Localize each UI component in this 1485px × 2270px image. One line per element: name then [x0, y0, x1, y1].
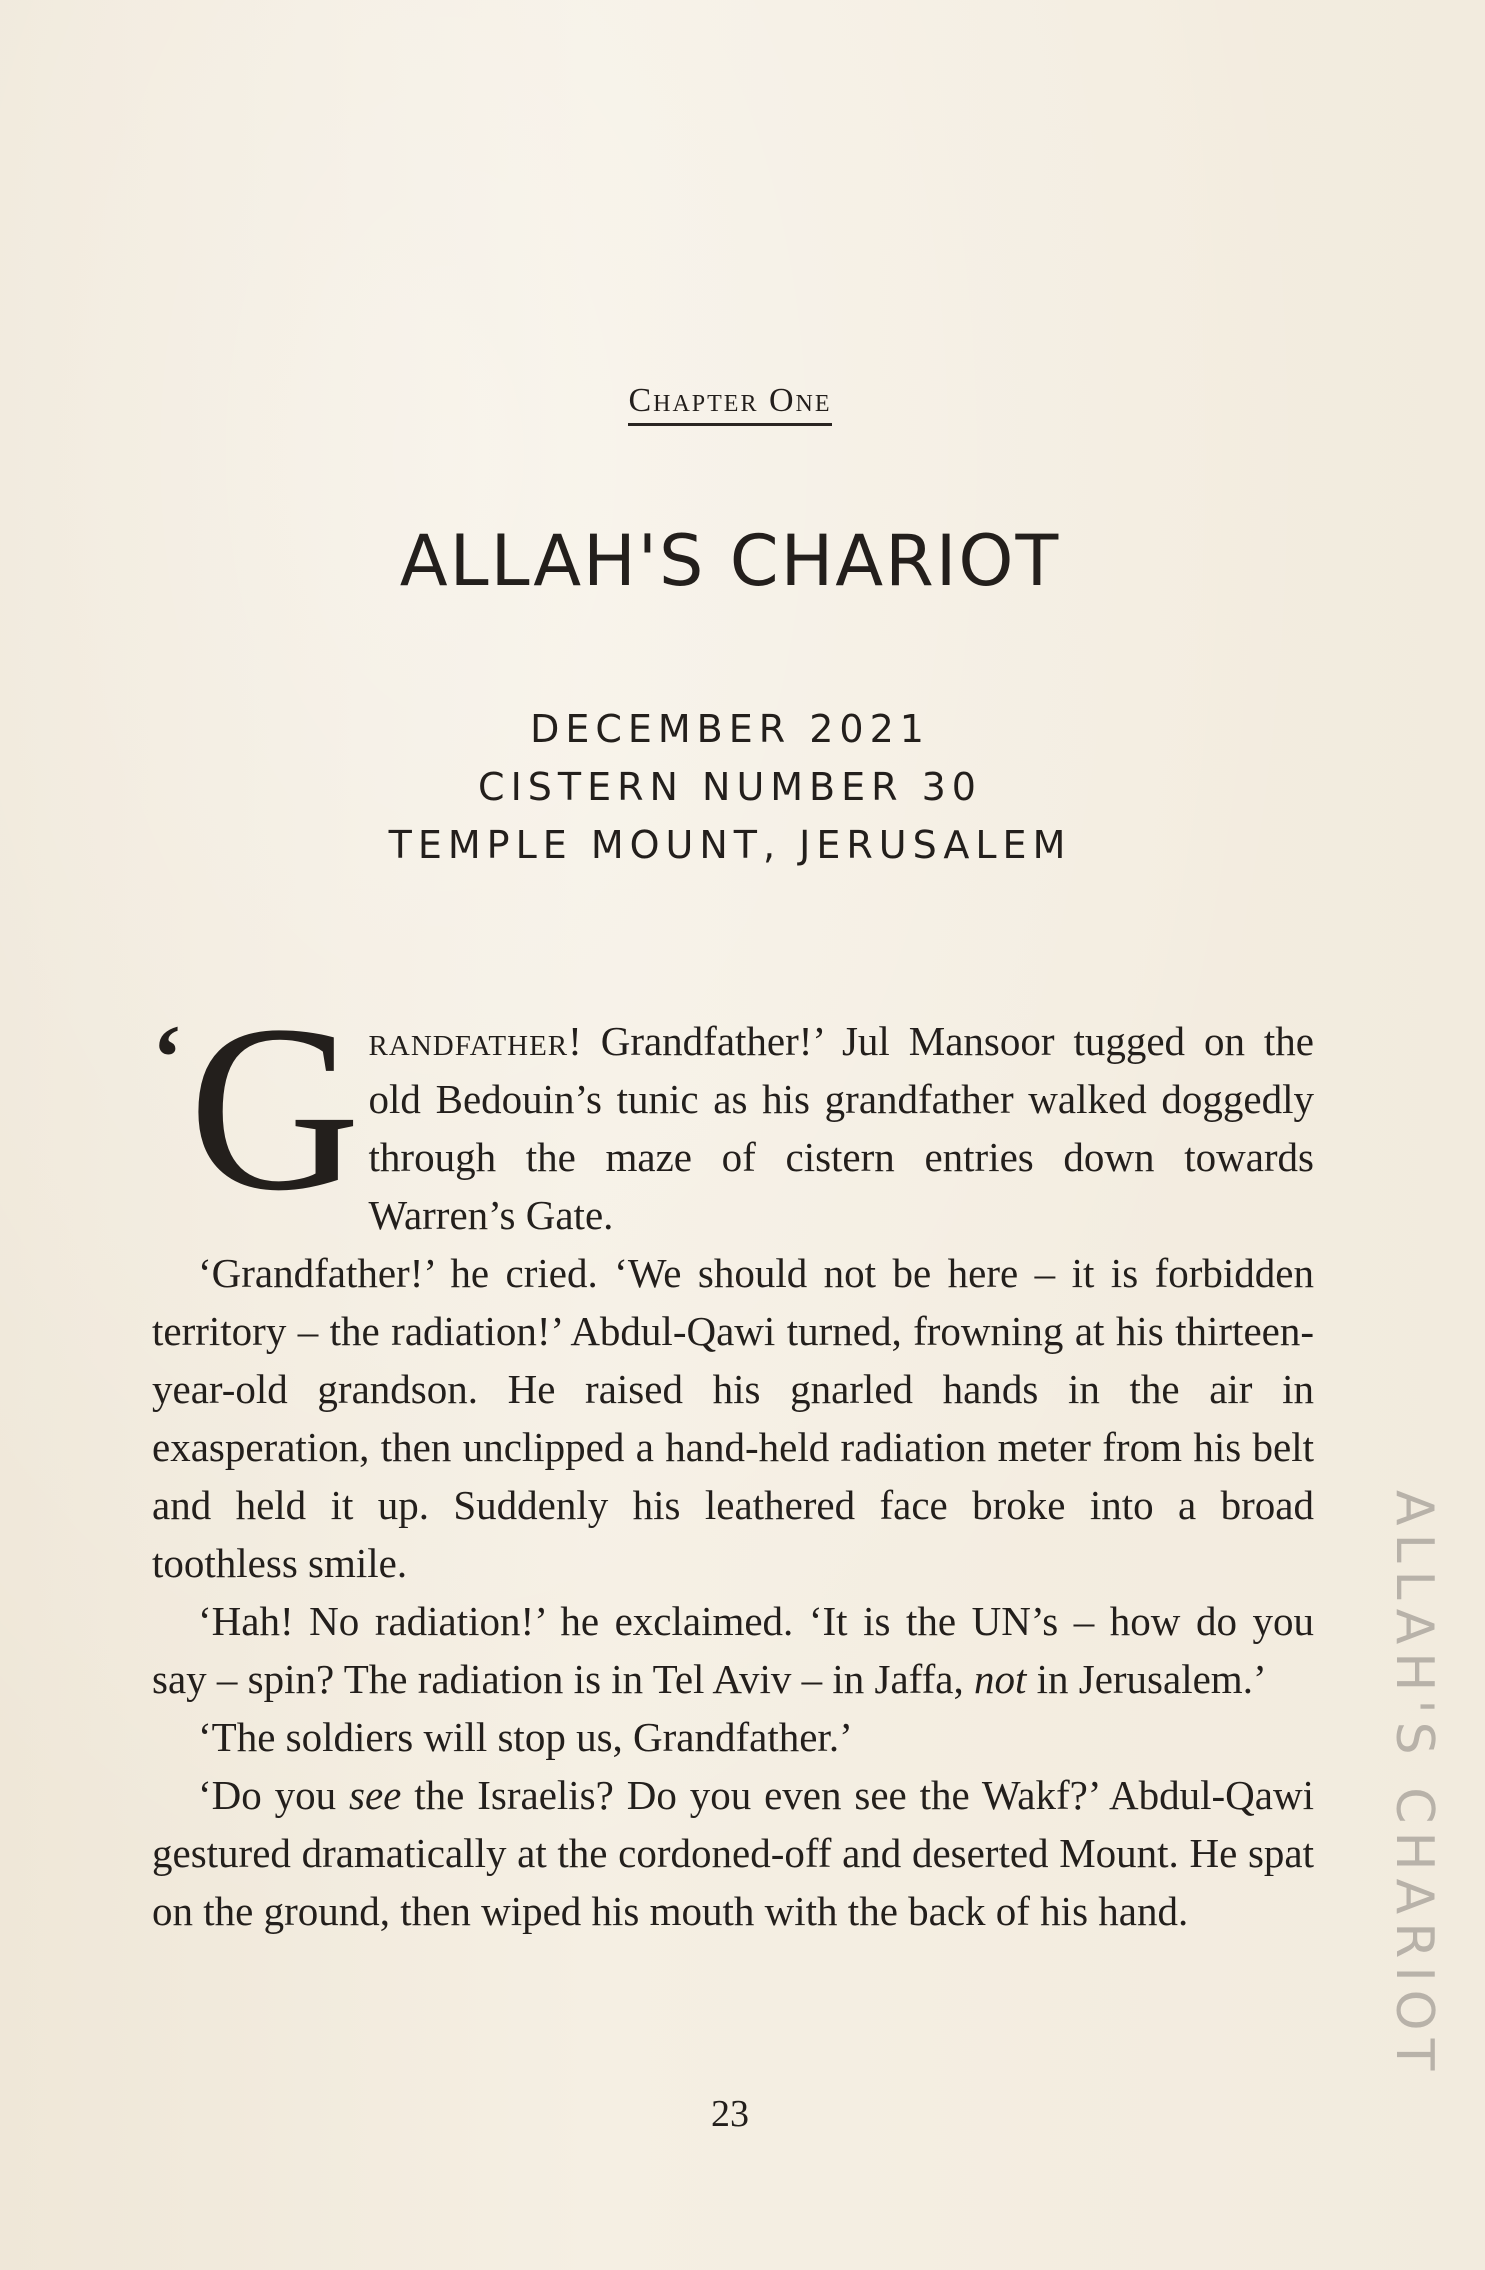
open-quote: ‘: [152, 1006, 183, 1108]
paragraph-1: [152, 977, 1314, 1244]
emphasis-not: not: [973, 1656, 1027, 1702]
body-text: [152, 977, 1314, 1940]
emphasis-see: see: [349, 1772, 402, 1818]
running-head: ALLAH'S CHARIOT: [1384, 1490, 1444, 2079]
chapter-setting: [0, 700, 1460, 874]
paragraph-1-text: ! Grandfather!’ Jul Mansoor tugged on the old Bedouin’s tunic as his grandfather walked doggedly through the maze of cistern entries down towards Warren’s Gate.: [368, 1018, 1314, 1238]
paragraph-5: ‘Do you see the Israelis? Do you even see the Wakf?’ Abdul-Qawi gestured dramatically at the cordoned-off and deserted Mount. He spat on the ground, then wiped his mouth with the back of his hand.: [152, 1772, 1314, 1934]
page-number: 23: [711, 2093, 749, 2135]
paragraph-1-smallcaps: randfather: [368, 1018, 569, 1064]
chapter-label: Chapter One: [0, 382, 1460, 420]
dropcap-letter: G: [188, 977, 361, 1240]
paragraph-3: ‘Hah! No radiation!’ he exclaimed. ‘It is the UN’s – how do you say – spin? The radiation is in Tel Aviv – in Jaffa, not in Jerusalem.’: [152, 1598, 1314, 1702]
paragraph-4: ‘The soldiers will stop us, Grandfather.’: [198, 1714, 853, 1760]
setting-location-line1: CISTERN NUMBER 30: [478, 765, 982, 809]
setting-date: DECEMBER 2021: [530, 707, 930, 751]
paragraph-2: ‘Grandfather!’ he cried. ‘We should not be here – it is forbidden territory – the radiation!’ Abdul-Qawi turned, frowning at his thirteen-year-old grandson. He raised his gnarled hands in the air in exasperation, then unclipped a hand-held radiation meter from his belt and held it up. Suddenly his leathered face broke into a broad toothless smile.: [152, 1250, 1314, 1586]
dropcap-block: [152, 977, 361, 1240]
chapter-title: ALLAH'S CHARIOT: [399, 520, 1061, 602]
setting-location-line2: TEMPLE MOUNT, JERUSALEM: [388, 823, 1072, 867]
